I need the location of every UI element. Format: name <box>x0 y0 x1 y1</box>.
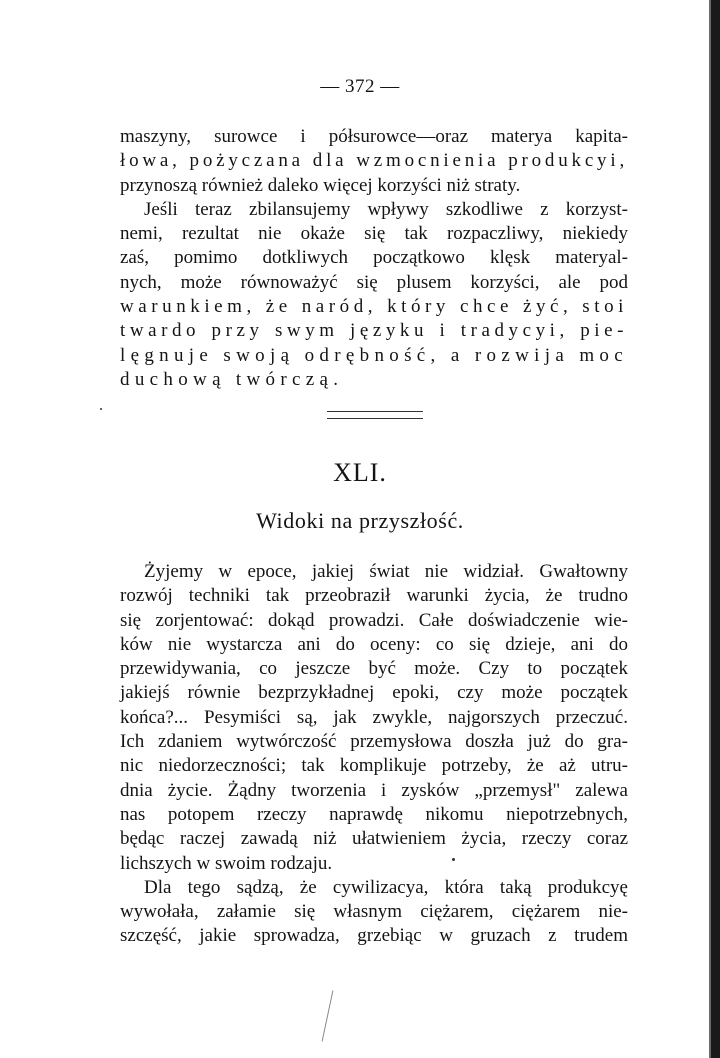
text-line: jakiejś równie bezprzykładnej epoki, czy może początek <box>120 682 628 704</box>
text-line: Żyjemy w epoce, jakiej świat nie widział. Gwałtowny <box>144 561 628 582</box>
page-edge <box>711 0 720 1058</box>
text-line: rozwój techniki tak przeobraził warunki życia, że trudno <box>120 585 628 607</box>
text-block-bottom <box>120 560 628 949</box>
section-divider <box>327 411 423 419</box>
page-number: — 372 — <box>320 76 400 97</box>
text-line: się zorjentować: dokąd prowadzi. Całe doświadczenie wie- <box>120 609 628 631</box>
text-line: nemi, rezultat nie okaże się tak rozpaczliwy, niekiedy <box>120 223 628 245</box>
text-line: nych, może równoważyć się plusem korzyści, ale pod <box>120 271 628 293</box>
text-line: twardo przy swym języku i tradycyi, pie- <box>120 320 628 342</box>
text-line: lęgnuje swoją odrębność, a rozwija moc <box>120 344 628 366</box>
text-line: ków nie wystarcza ani do oceny: co się dzieje, ani do <box>120 633 628 655</box>
text-line: łowa, pożyczana dla wzmocnienia produkcyi, <box>120 150 628 172</box>
text-line: duchową twórczą. <box>120 368 344 390</box>
text-line: nic niedorzeczności; tak komplikuje potrzeby, że aż utru- <box>120 755 628 777</box>
text-line: dnia życie. Żądny tworzenia i zysków „przemysł" zalewa <box>120 779 628 801</box>
text-line: przynoszą również daleko więcej korzyści niż straty. <box>120 174 521 196</box>
text-line: Jeśli teraz zbilansujemy wpływy szkodliwe z korzyst- <box>144 198 628 220</box>
paper-scratch <box>322 990 334 1041</box>
chapter-number: XLI. <box>333 458 387 487</box>
text-line: warunkiem, że naród, który chce żyć, stoi <box>120 296 628 318</box>
text-line: szczęść, jakie sprowadza, grzebiąc w gruzach z trudem <box>120 925 628 947</box>
text-line: przewidywania, co jeszcze być może. Czy to początek <box>120 658 628 680</box>
text-block-top <box>120 125 628 392</box>
text-line: Dla tego sądzą, że cywilizacya, która taką produkcyę <box>144 876 628 898</box>
text-line: nas potopem rzeczy naprawdę nikomu niepotrzebnych, <box>120 803 628 825</box>
text-line: lichszych w swoim rodzaju. <box>120 852 333 874</box>
text-line: będąc raczej zawadą niż ułatwieniem życia, rzeczy coraz <box>120 828 628 850</box>
text-line: Ich zdaniem wytwórczość przemysłowa doszła już do gra- <box>120 731 628 753</box>
text-line: wywołała, załamie się własnym ciężarem, ciężarem nie- <box>120 901 628 923</box>
ink-speck <box>452 858 455 861</box>
text-line: zaś, pomimo dotkliwych początkowo klęsk materyal- <box>120 247 628 269</box>
chapter-title: Widoki na przyszłość. <box>256 508 464 533</box>
text-line: maszyny, surowce i półsurowce—oraz materya kapita- <box>120 126 628 147</box>
text-line: końca?... Pesymiści są, jak zwykle, najgorszych przeczuć. <box>120 706 628 728</box>
ink-speck <box>100 408 102 410</box>
